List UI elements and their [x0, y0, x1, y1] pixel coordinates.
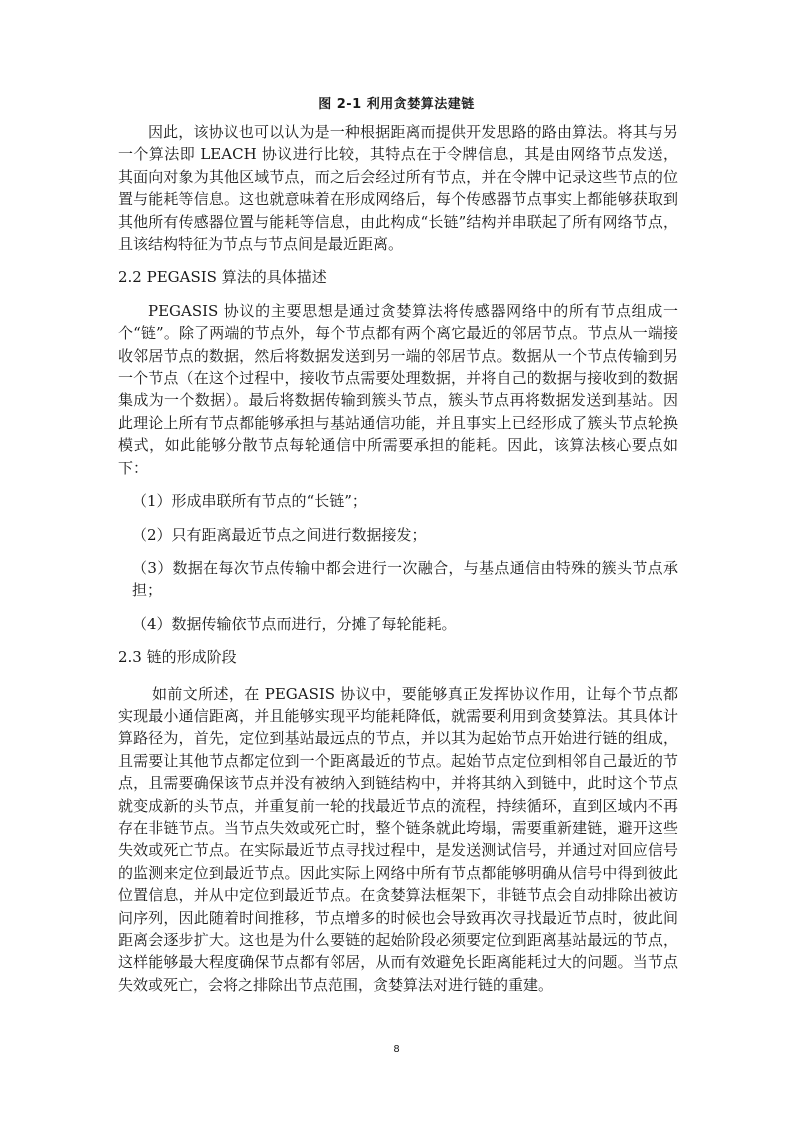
- list-item-2: （2）只有距离最近节点之间进行数据接发；: [132, 525, 427, 544]
- paragraph-pegasis-description: PEGASIS 协议的主要思想是通过贪婪算法将传感器网络中的所有节点组成一个“链”。除了两端的节点外，每个节点都有两个离它最近的邻居节点。节点从一端接收邻居节点的数据，然后将数据发送到另一端的邻居节点。数据从一个节点传输到另一个节点（在这个过程中，接收节点需要处理数据，并将自己的数据与接收到的数据集成为一个数据）。最后将数据传输到簇头节点，簇头节点再将数据发送到基站。因此理论上所有节点都能够承担与基站通信功能，并且事实上已经形成了簇头节点轮换模式，如此能够分散节点每轮通信中所需要承担的能耗。因此，该算法核心要点如下：: [118, 301, 678, 477]
- section-heading-2-3: 2.3 链的形成阶段: [118, 648, 237, 667]
- list-item-4: （4）数据传输依节点而进行，分摊了每轮能耗。: [132, 614, 457, 633]
- paragraph-chain-formation: 如前文所述，在 PEGASIS 协议中，要能够真正发挥协议作用，让每个节点都实现最小通信距离，并且能够实现平均能耗降低，就需要利用到贪婪算法。其具体计算路径为，首先，定位到基站最远点的节点，并以其为起始节点开始进行链的组成，且需要让其他节点都定位到一个距离最近的节点。起始节点定位到相邻自己最近的节点，且需要确保该节点并没有被纳入到链结构中，并将其纳入到链中，此时这个节点就变成新的头节点，并重复前一轮的找最近节点的流程，持续循环，直到区域内不再存在非链节点。当节点失效或死亡时，整个链条就此垮塌，需要重新建链，避开这些失效或死亡节点。在实际最近节点寻找过程中，是发送测试信号，并通过对回应信号的监测来定位到最近节点。因此实际上网络中所有节点都能够明确从信号中得到彼此位置信息，并从中定位到最近节点。在贪婪算法框架下，非链节点会自动排除出被访问序列，因此随着时间推移，节点增多的时候也会导致再次寻找最近节点时，彼此间距离会逐步扩大。这也是为什么要链的起始阶段必须要定位到距离基站最远的节点，这样能够最大程度确保节点都有邻居，从而有效避免长距离能耗过大的问题。当节点失效或死亡，会将之排除出节点范围，贪婪算法对进行链的重建。: [118, 684, 678, 994]
- page-number: 8: [393, 1044, 400, 1055]
- list-item-3: （3）数据在每次节点传输中都会进行一次融合，与基点通信由特殊的簇头节点承担；: [132, 558, 678, 600]
- paragraph-intro: 因此，该协议也可以认为是一种根据距离而提供开发思路的路由算法。将其与另一个算法即 LEACH 协议进行比较，其特点在于令牌信息，其是由网络节点发送，其面向对象为其他区域节点，而之后会经过所有节点，并在令牌中记录这些节点的位置与能耗等信息。这也就意味着在形成网络后，每个传感器节点事实上都能够获取到其他所有传感器位置与能耗等信息，由此构成“长链”结构并串联起了所有网络节点，且该结构特征为节点与节点间是最近距离。: [118, 123, 678, 254]
- figure-caption: 图 2-1 利用贪婪算法建链: [318, 97, 475, 112]
- document-body: [118, 121, 678, 996]
- list-item-1: （1）形成串联所有节点的“长链”；: [132, 492, 367, 511]
- section-heading-2-2: 2.2 PEGASIS 算法的具体描述: [118, 268, 327, 287]
